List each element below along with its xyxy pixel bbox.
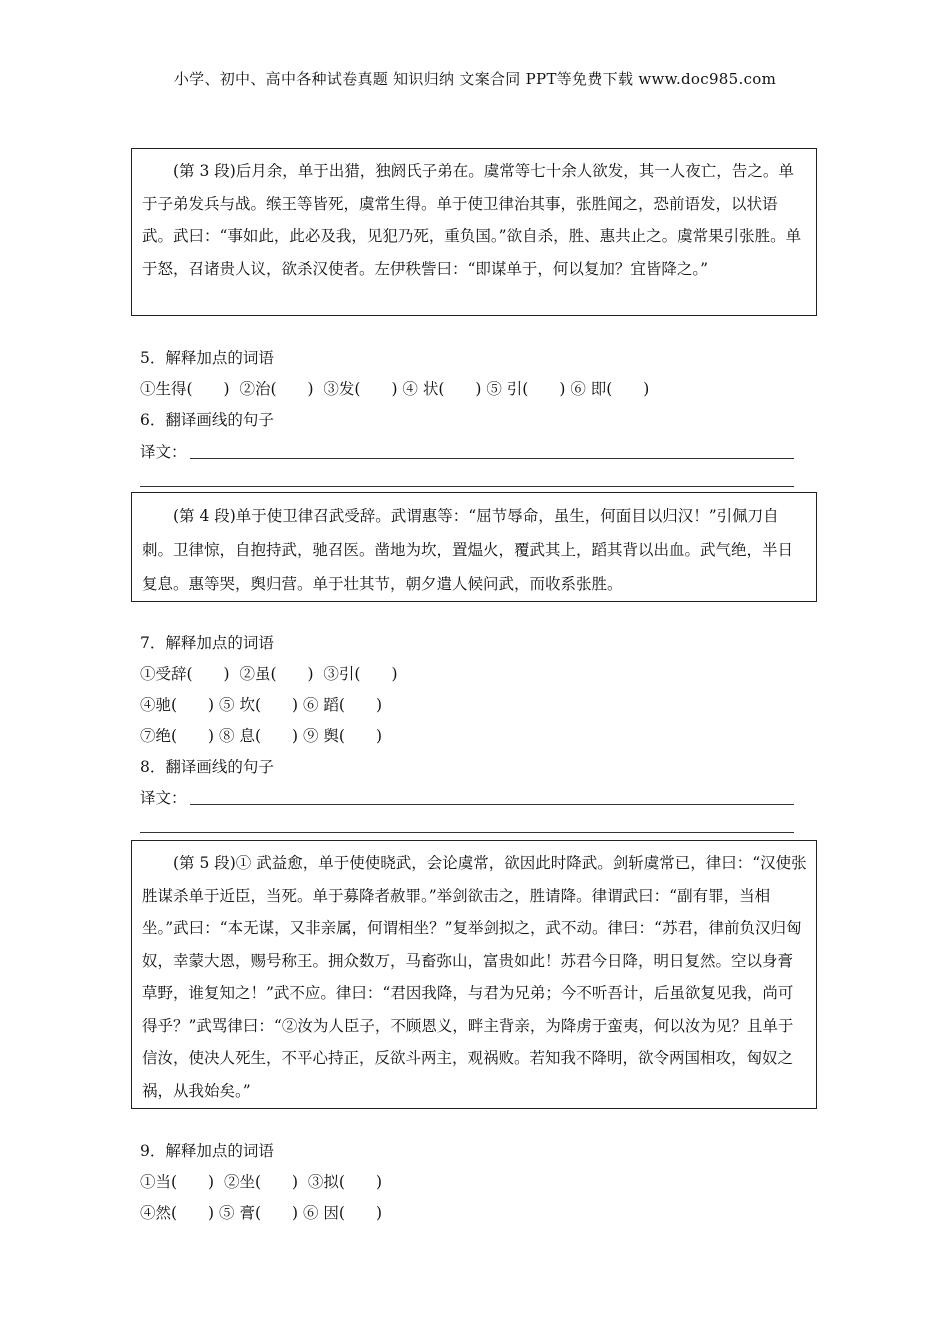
q8-title: 8．翻译画线的句子 <box>140 758 274 776</box>
passage-box-5 <box>131 840 817 1109</box>
q6-answer-label: 译文： <box>140 443 187 461</box>
q7-title: 7．解释加点的词语 <box>140 634 274 652</box>
passage-box-3 <box>131 148 817 316</box>
q5-title: 5．解释加点的词语 <box>140 349 274 367</box>
q8-answer-line-2[interactable] <box>140 832 794 833</box>
q6-answer-line-2[interactable] <box>140 486 794 487</box>
q7-items-3: ⑦绝( ) ⑧ 息( ) ⑨ 舆( ) <box>140 727 382 745</box>
q6-title: 6．翻译画线的句子 <box>140 411 274 429</box>
q9-title: 9．解释加点的词语 <box>140 1142 274 1160</box>
q6-answer-line-1[interactable] <box>190 458 794 459</box>
q7-items-1: ①受辞( ) ②虽( ) ③引( ) <box>140 665 398 683</box>
passage-box-4 <box>131 492 817 602</box>
q5-items: ①生得( ) ②治( ) ③发( ) ④ 状( ) ⑤ 引( ) ⑥ 即( ) <box>140 380 650 398</box>
q9-items-1: ①当( ) ②坐( ) ③拟( ) <box>140 1173 382 1191</box>
page-header: 小学、初中、高中各种试卷真题 知识归纳 文案合同 PPT等免费下载 www.doc985.com <box>173 70 777 88</box>
passage-3-text: (第 3 段)后月余，单于出猎，独阏氏子弟在。虞常等七十余人欲发，其一人夜亡，告之。单于子弟发兵与战。缑王等皆死，虞常生得。单于使卫律治其事，张胜闻之，恐前语发，以状语武。武曰：“事如此，此必及我，见犯乃死，重负国。”欲自杀，胜、惠共止之。虞常果引张胜。单于怒，召诸贵人议，欲杀汉使者。左伊秩訾曰：“即谋单于，何以复加？宜皆降之。” <box>142 162 802 278</box>
q9-items-2: ④然( ) ⑤ 膏( ) ⑥ 因( ) <box>140 1204 382 1222</box>
passage-5-text: (第 5 段)① 武益愈，单于使使晓武，会论虞常，欲因此时降武。剑斩虞常已，律曰：“汉使张胜谋杀单于近臣，当死。单于募降者赦罪。”举剑欲击之，胜请降。律谓武曰：“副有罪，当相坐。”武曰：“本无谋，又非亲属，何谓相坐？”复举剑拟之，武不动。律曰：“苏君，律前负汉归匈奴，幸蒙大恩，赐号称王。拥众数万，马畜弥山，富贵如此！苏君今日降，明日复然。空以身膏草野，谁复知之！”武不应。律曰：“君因我降，与君为兄弟；今不听吾计，后虽欲复见我，尚可得乎？”武骂律曰：“②汝为人臣子，不顾恩义，畔主背亲，为降虏于蛮夷，何以汝为见？且单于信汝，使决人死生，不平心持正，反欲斗两主，观祸败。若知我不降明，欲令两国相攻，匈奴之祸，从我始矣。” <box>142 854 807 1100</box>
q7-items-2: ④驰( ) ⑤ 坎( ) ⑥ 蹈( ) <box>140 696 382 714</box>
q8-answer-label: 译文： <box>140 789 187 807</box>
passage-4-text: (第 4 段)单于使卫律召武受辞。武谓惠等：“屈节辱命，虽生，何面目以归汉！”引佩刀自刺。卫律惊，自抱持武，驰召医。凿地为坎，置煴火，覆武其上，蹈其背以出血。武气绝，半日复息。惠等哭，舆归营。单于壮其节，朝夕遣人候问武，而收系张胜。 <box>142 507 794 593</box>
q8-answer-line-1[interactable] <box>190 804 794 805</box>
